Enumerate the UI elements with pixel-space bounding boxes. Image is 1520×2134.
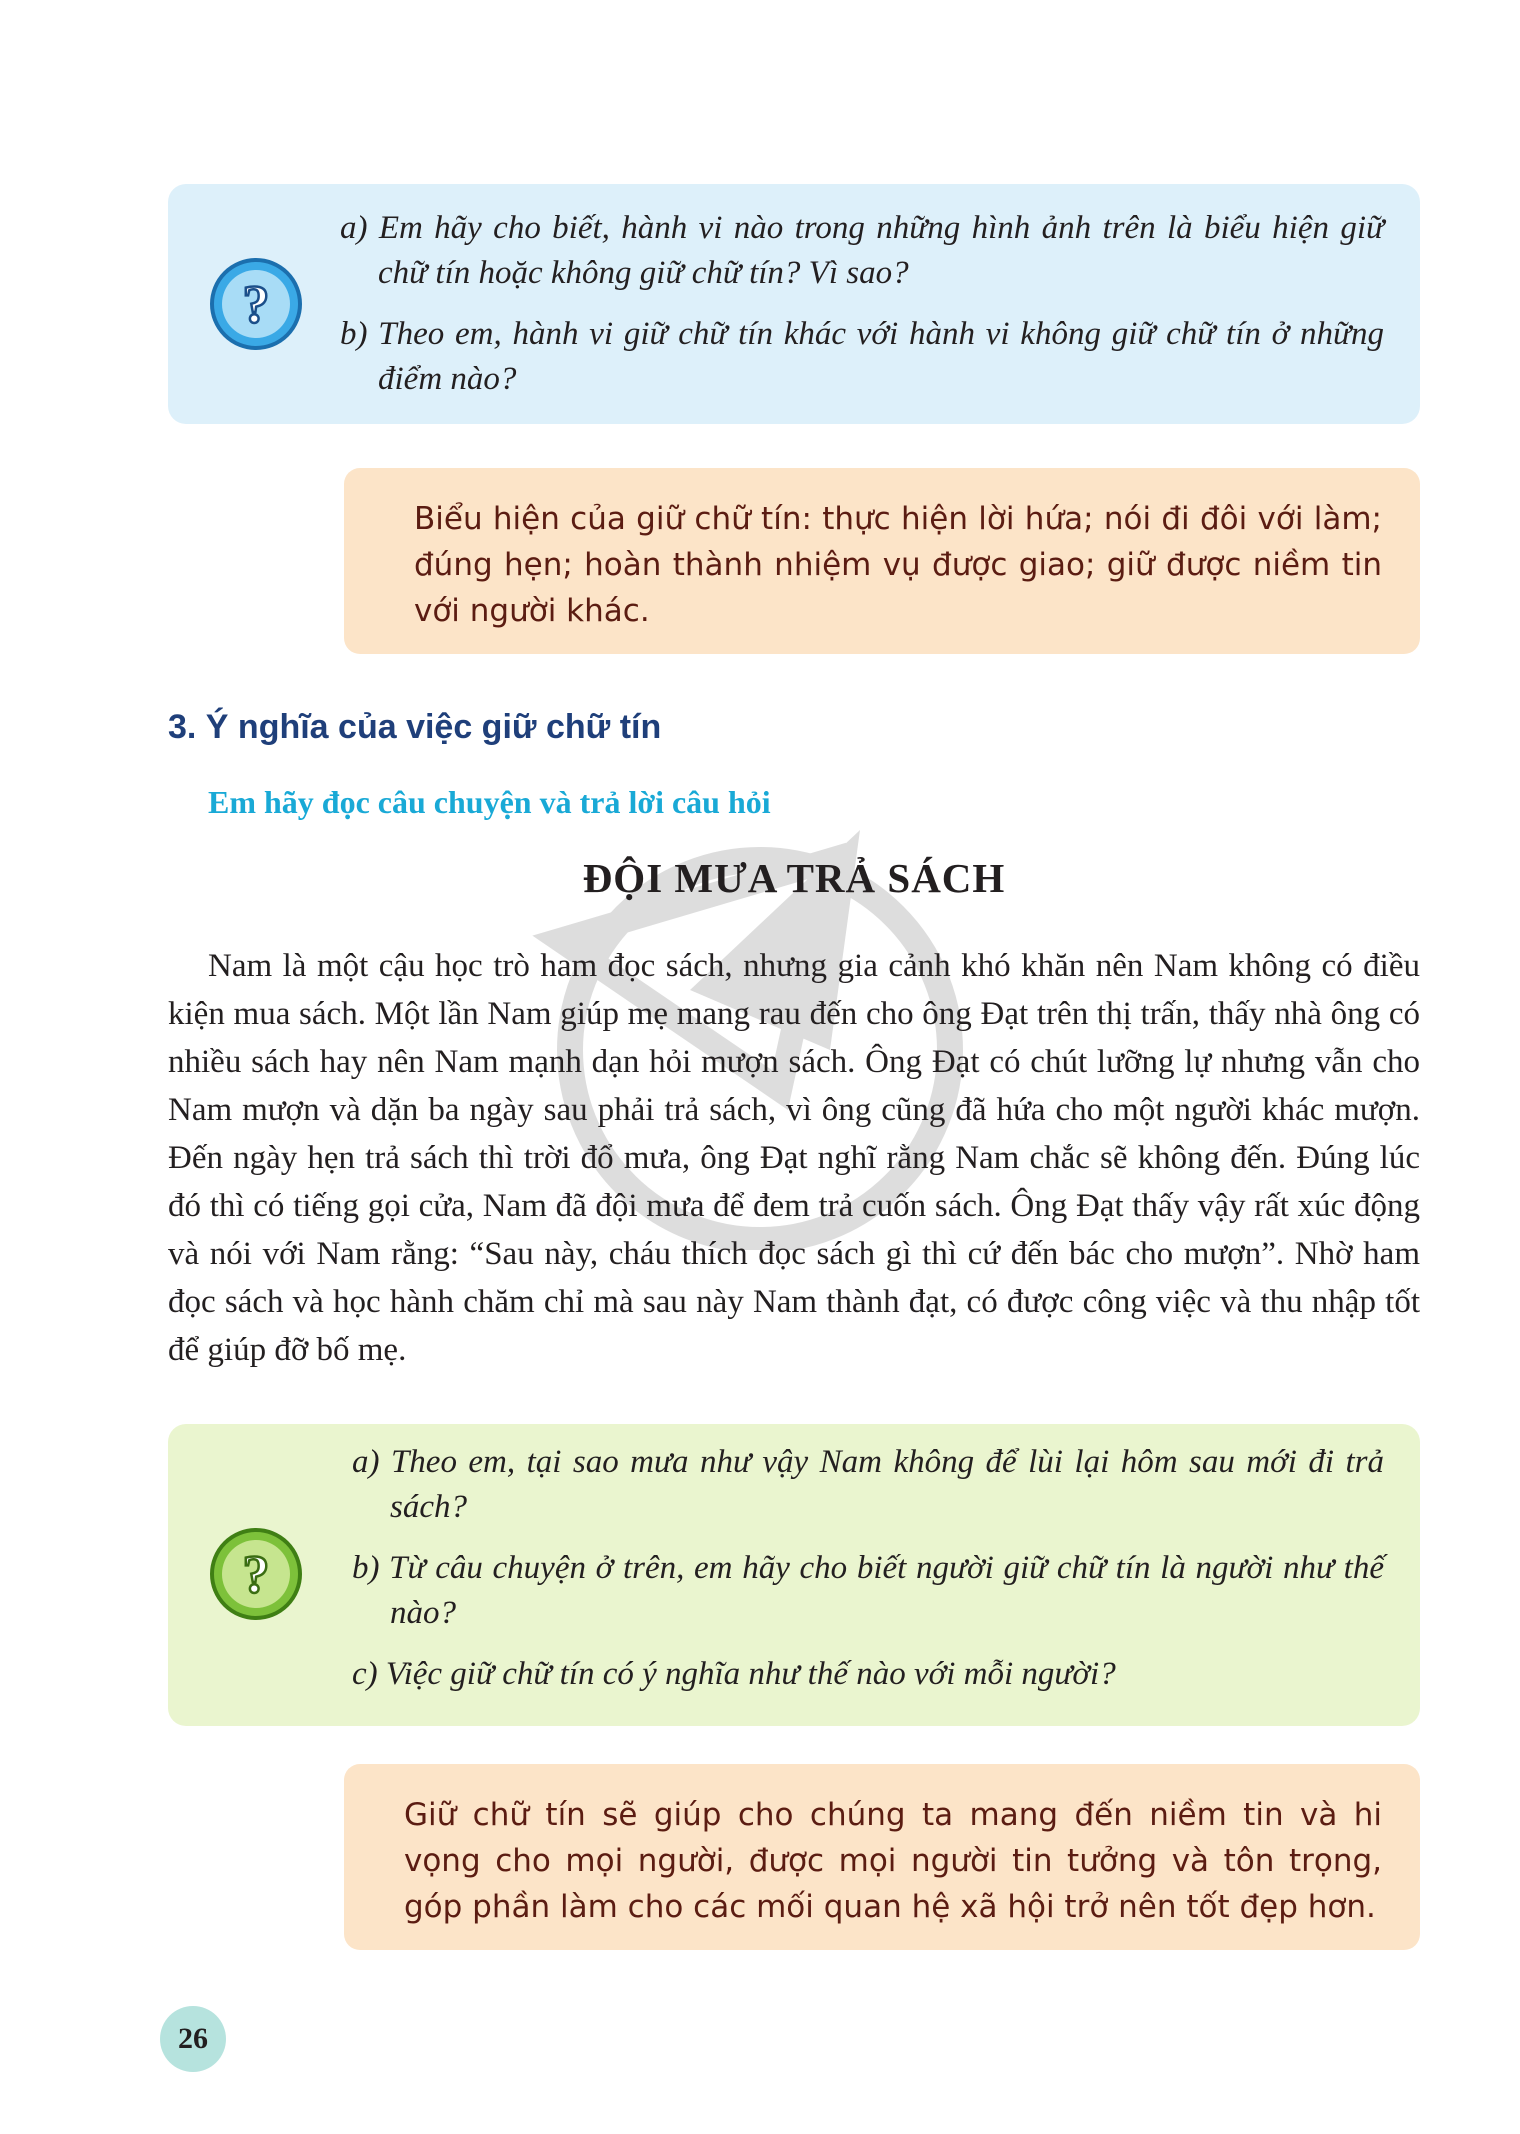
question-item: a) Theo em, tại sao mưa như vậy Nam không để lùi lại hôm sau mới đi trả sách? bbox=[352, 1444, 1384, 1525]
conclusion-box-1 bbox=[344, 468, 1420, 654]
question-box-1 bbox=[168, 184, 1420, 424]
svg-text:?: ? bbox=[242, 1544, 270, 1604]
question-mark-icon bbox=[208, 256, 304, 352]
question-mark-icon bbox=[208, 1526, 304, 1622]
story-title: ĐỘI MƯA TRẢ SÁCH bbox=[582, 855, 1006, 901]
question-list-1 bbox=[340, 206, 1384, 418]
question-item: a) Em hãy cho biết, hành vi nào trong những hình ảnh trên là biểu hiện giữ chữ tín hoặc không giữ chữ tín? Vì sao? bbox=[340, 210, 1384, 291]
question-item: c) Việc giữ chữ tín có ý nghĩa như thế nào với mỗi người? bbox=[352, 1656, 1116, 1692]
section-heading: 3. Ý nghĩa của việc giữ chữ tín bbox=[168, 708, 662, 746]
conclusion-box-2 bbox=[344, 1764, 1420, 1950]
page-number: 26 bbox=[160, 2006, 226, 2072]
question-box-2 bbox=[168, 1424, 1420, 1726]
question-item: b) Từ câu chuyện ở trên, em hãy cho biết người giữ chữ tín là người như thế nào? bbox=[352, 1550, 1384, 1631]
svg-text:?: ? bbox=[242, 274, 270, 334]
story-text: Nam là một cậu học trò ham đọc sách, nhưng gia cảnh khó khăn nên Nam không có điều kiện mua sách. Một lần Nam giúp mẹ mang rau đến cho ông Đạt trên thị trấn, thấy nhà ông có nhiều sách hay nên Nam mạnh dạn hỏi mượn sách. Ông Đạt có chút lưỡng lự nhưng vẫn cho Nam mượn và dặn ba ngày sau phải trả sách, vì ông cũng đã hứa cho một người khác mượn. Đến ngày hẹn trả sách thì trời đổ mưa, ông Đạt nghĩ rằng Nam chắc sẽ không đến. Đúng lúc đó thì có tiếng gọi cửa, Nam đã đội mưa để đem trả cuốn sách. Ông Đạt thấy vậy rất xúc động và nói với Nam rằng: “Sau này, cháu thích đọc sách gì thì cứ đến bác cho mượn”. Nhờ ham đọc sách và học hành chăm chỉ mà sau này Nam thành đạt, có được công việc và thu nhập tốt để giúp đỡ bố mẹ. bbox=[168, 948, 1420, 1368]
question-item: b) Theo em, hành vi giữ chữ tín khác với hành vi không giữ chữ tín ở những điểm nào? bbox=[340, 316, 1384, 397]
conclusion-text: Giữ chữ tín sẽ giúp cho chúng ta mang đến niềm tin và hi vọng cho mọi người, được mọi người tin tưởng và tôn trọng, góp phần làm cho các mối quan hệ xã hội trở nên tốt đẹp hơn. bbox=[404, 1797, 1382, 1925]
conclusion-text: Biểu hiện của giữ chữ tín: thực hiện lời hứa; nói đi đôi với làm; đúng hẹn; hoàn thành nhiệm vụ được giao; giữ được niềm tin với người khác. bbox=[414, 501, 1382, 629]
question-list-2 bbox=[352, 1440, 1384, 1713]
activity-subheading: Em hãy đọc câu chuyện và trả lời câu hỏi bbox=[208, 784, 771, 820]
